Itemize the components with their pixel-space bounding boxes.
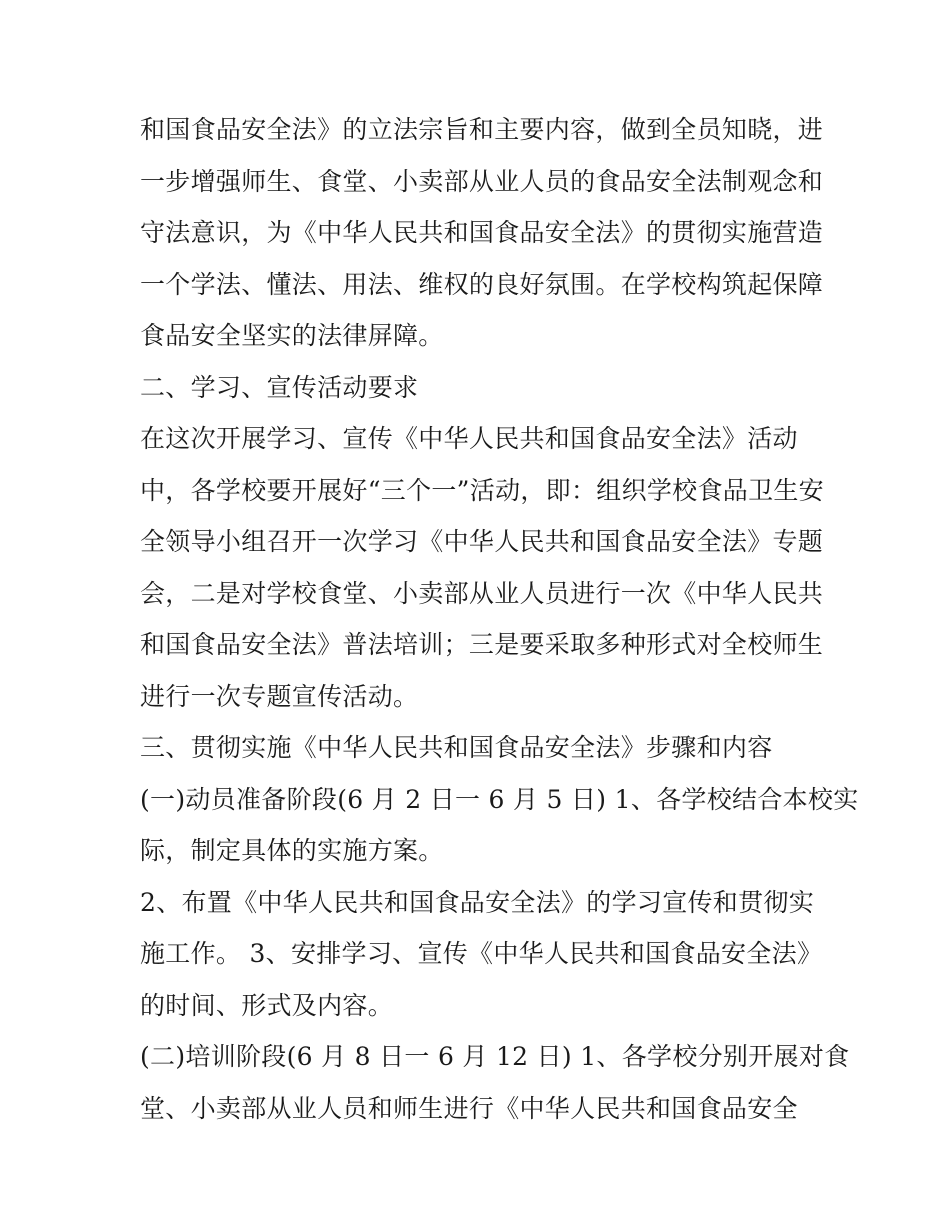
text-line: (一)动员准备阶段(6 月 2 日一 6 月 5 日) 1、各学校结合本校实 [140,784,859,814]
text-line: (二)培训阶段(6 月 8 日一 6 月 12 日) 1、各学校分别开展对食 [140,1042,850,1071]
text-line: 2、布置《中华人民共和国食品安全法》的学习宣传和贯彻实 [140,887,815,917]
text-line: 和国食品安全法》的立法宗旨和主要内容，做到全员知晓，进 [140,115,824,144]
text-line: 际，制定具体的实施方案。 [140,836,444,865]
section-heading: 三、贯彻实施《中华人民共和国食品安全法》步骤和内容 [140,733,773,762]
text-line: 守法意识，为《中华人民共和国食品安全法》的贯彻实施营造 [140,218,824,247]
text-line: 在这次开展学习、宣传《中华人民共和国食品安全法》活动 [140,424,798,453]
text-line: 一步增强师生、食堂、小卖部从业人员的食品安全法制观念和 [140,166,824,196]
document-body [140,104,859,1134]
text-line: 的时间、形式及内容。 [140,990,394,1020]
text-line: 堂、小卖部从业人员和师生进行《中华人民共和国食品安全 [140,1093,798,1123]
text-line: 和国食品安全法》普法培训；三是要采取多种形式对全校师生 [140,630,824,659]
text-line: 一个学法、懂法、用法、维权的良好氛围。在学校构筑起保障 [140,269,824,299]
text-line: 全领导小组召开一次学习《中华人民共和国食品安全法》专题 [140,527,824,556]
text-line: 进行一次专题宣传活动。 [140,681,419,711]
section-heading: 二、学习、宣传活动要求 [140,372,419,402]
text-line: 食品安全坚实的法律屏障。 [140,321,444,350]
text-line: 施工作。 3、安排学习、宣传《中华人民共和国食品安全法》 [140,939,823,968]
text-line: 会，二是对学校食堂、小卖部从业人员进行一次《中华人民共 [140,578,824,608]
text-line: 中，各学校要开展好“三个一”活动，即：组织学校食品卫生安 [140,475,824,505]
